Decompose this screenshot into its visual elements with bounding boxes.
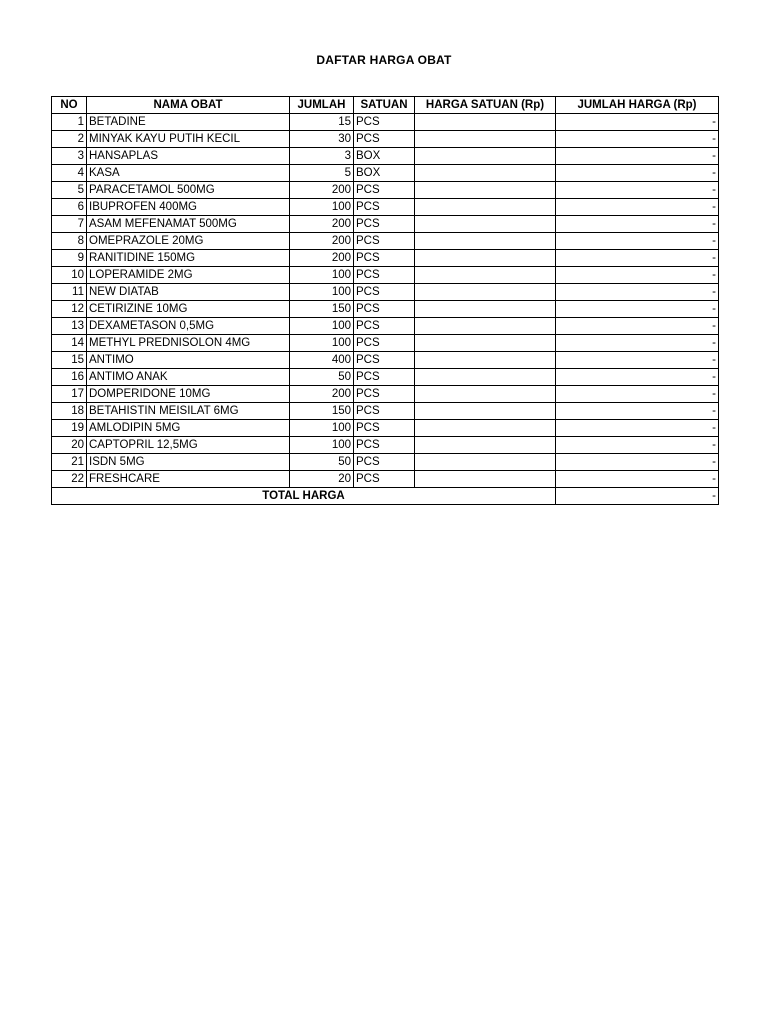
header-total-price: JUMLAH HARGA (Rp) [556, 97, 719, 114]
cell-total-price: - [556, 284, 719, 301]
cell-unit: PCS [354, 454, 415, 471]
cell-no: 17 [52, 386, 87, 403]
cell-no: 20 [52, 437, 87, 454]
cell-unit-price [415, 471, 556, 488]
cell-no: 15 [52, 352, 87, 369]
cell-quantity: 100 [290, 437, 354, 454]
cell-drug-name: DEXAMETASON 0,5MG [87, 318, 290, 335]
cell-quantity: 50 [290, 454, 354, 471]
total-label: TOTAL HARGA [52, 488, 556, 505]
table-row [52, 148, 719, 165]
table-row [52, 216, 719, 233]
cell-total-price: - [556, 182, 719, 199]
table-row [52, 369, 719, 386]
table-row [52, 403, 719, 420]
cell-total-price: - [556, 250, 719, 267]
cell-no: 5 [52, 182, 87, 199]
cell-drug-name: LOPERAMIDE 2MG [87, 267, 290, 284]
cell-quantity: 200 [290, 233, 354, 250]
cell-no: 21 [52, 454, 87, 471]
total-value: - [556, 488, 719, 505]
cell-total-price: - [556, 352, 719, 369]
cell-unit: PCS [354, 437, 415, 454]
cell-total-price: - [556, 165, 719, 182]
table-row [52, 182, 719, 199]
cell-unit: PCS [354, 114, 415, 131]
cell-quantity: 200 [290, 216, 354, 233]
header-unit: SATUAN [354, 97, 415, 114]
cell-unit-price [415, 182, 556, 199]
cell-no: 3 [52, 148, 87, 165]
cell-no: 4 [52, 165, 87, 182]
cell-quantity: 150 [290, 301, 354, 318]
cell-unit: PCS [354, 199, 415, 216]
cell-unit-price [415, 148, 556, 165]
table-row [52, 131, 719, 148]
table-row [52, 352, 719, 369]
cell-total-price: - [556, 267, 719, 284]
cell-quantity: 100 [290, 318, 354, 335]
cell-unit-price [415, 131, 556, 148]
cell-quantity: 100 [290, 420, 354, 437]
cell-unit: PCS [354, 471, 415, 488]
cell-drug-name: METHYL PREDNISOLON 4MG [87, 335, 290, 352]
table-row [52, 471, 719, 488]
cell-total-price: - [556, 301, 719, 318]
price-table [51, 96, 719, 505]
cell-total-price: - [556, 403, 719, 420]
cell-total-price: - [556, 386, 719, 403]
cell-no: 12 [52, 301, 87, 318]
cell-unit-price [415, 250, 556, 267]
cell-unit-price [415, 199, 556, 216]
cell-no: 16 [52, 369, 87, 386]
cell-no: 7 [52, 216, 87, 233]
cell-drug-name: FRESHCARE [87, 471, 290, 488]
cell-drug-name: AMLODIPIN 5MG [87, 420, 290, 437]
cell-quantity: 100 [290, 267, 354, 284]
cell-drug-name: ANTIMO [87, 352, 290, 369]
cell-no: 8 [52, 233, 87, 250]
cell-quantity: 100 [290, 284, 354, 301]
cell-drug-name: RANITIDINE 150MG [87, 250, 290, 267]
cell-unit-price [415, 284, 556, 301]
table-row [52, 386, 719, 403]
cell-total-price: - [556, 335, 719, 352]
cell-unit: PCS [354, 182, 415, 199]
table-row [52, 199, 719, 216]
cell-no: 19 [52, 420, 87, 437]
cell-quantity: 200 [290, 386, 354, 403]
cell-unit: PCS [354, 131, 415, 148]
table-row [52, 267, 719, 284]
cell-unit: PCS [354, 216, 415, 233]
cell-drug-name: DOMPERIDONE 10MG [87, 386, 290, 403]
cell-no: 6 [52, 199, 87, 216]
cell-no: 13 [52, 318, 87, 335]
cell-unit: PCS [354, 267, 415, 284]
cell-unit: PCS [354, 318, 415, 335]
table-row [52, 437, 719, 454]
cell-drug-name: ISDN 5MG [87, 454, 290, 471]
table-row [52, 454, 719, 471]
cell-unit-price [415, 114, 556, 131]
table-row [52, 284, 719, 301]
cell-total-price: - [556, 318, 719, 335]
cell-unit-price [415, 318, 556, 335]
cell-total-price: - [556, 437, 719, 454]
cell-no: 10 [52, 267, 87, 284]
cell-no: 14 [52, 335, 87, 352]
table-row [52, 114, 719, 131]
cell-drug-name: MINYAK KAYU PUTIH KECIL [87, 131, 290, 148]
table-row [52, 301, 719, 318]
cell-quantity: 200 [290, 182, 354, 199]
cell-drug-name: HANSAPLAS [87, 148, 290, 165]
cell-unit-price [415, 216, 556, 233]
cell-unit: PCS [354, 403, 415, 420]
cell-drug-name: OMEPRAZOLE 20MG [87, 233, 290, 250]
header-qty: JUMLAH [290, 97, 354, 114]
cell-drug-name: NEW DIATAB [87, 284, 290, 301]
cell-unit: PCS [354, 284, 415, 301]
cell-total-price: - [556, 216, 719, 233]
cell-unit-price [415, 437, 556, 454]
cell-no: 11 [52, 284, 87, 301]
cell-total-price: - [556, 471, 719, 488]
cell-drug-name: KASA [87, 165, 290, 182]
table-row [52, 318, 719, 335]
cell-drug-name: BETAHISTIN MEISILAT 6MG [87, 403, 290, 420]
table-header-row [52, 97, 719, 114]
total-row [52, 488, 719, 505]
cell-unit: PCS [354, 250, 415, 267]
cell-unit-price [415, 386, 556, 403]
cell-unit: BOX [354, 148, 415, 165]
table-row [52, 420, 719, 437]
cell-unit-price [415, 352, 556, 369]
cell-unit-price [415, 335, 556, 352]
cell-no: 2 [52, 131, 87, 148]
cell-total-price: - [556, 233, 719, 250]
cell-total-price: - [556, 148, 719, 165]
cell-unit-price [415, 267, 556, 284]
cell-quantity: 100 [290, 335, 354, 352]
cell-total-price: - [556, 420, 719, 437]
cell-no: 22 [52, 471, 87, 488]
cell-quantity: 200 [290, 250, 354, 267]
cell-quantity: 20 [290, 471, 354, 488]
table-row [52, 165, 719, 182]
cell-total-price: - [556, 114, 719, 131]
cell-drug-name: PARACETAMOL 500MG [87, 182, 290, 199]
cell-quantity: 5 [290, 165, 354, 182]
table-row [52, 250, 719, 267]
cell-unit: PCS [354, 386, 415, 403]
cell-quantity: 150 [290, 403, 354, 420]
cell-drug-name: ANTIMO ANAK [87, 369, 290, 386]
table-body [52, 114, 719, 488]
cell-unit: BOX [354, 165, 415, 182]
cell-drug-name: CETIRIZINE 10MG [87, 301, 290, 318]
cell-quantity: 400 [290, 352, 354, 369]
header-no: NO [52, 97, 87, 114]
cell-unit: PCS [354, 301, 415, 318]
cell-quantity: 15 [290, 114, 354, 131]
cell-drug-name: BETADINE [87, 114, 290, 131]
cell-total-price: - [556, 199, 719, 216]
header-unit-price: HARGA SATUAN (Rp) [415, 97, 556, 114]
cell-no: 1 [52, 114, 87, 131]
cell-no: 9 [52, 250, 87, 267]
cell-unit-price [415, 454, 556, 471]
cell-total-price: - [556, 131, 719, 148]
document-title: DAFTAR HARGA OBAT [316, 53, 452, 67]
cell-drug-name: IBUPROFEN 400MG [87, 199, 290, 216]
cell-unit: PCS [354, 420, 415, 437]
cell-quantity: 3 [290, 148, 354, 165]
cell-total-price: - [556, 454, 719, 471]
cell-unit-price [415, 165, 556, 182]
cell-unit: PCS [354, 335, 415, 352]
cell-unit-price [415, 420, 556, 437]
header-name: NAMA OBAT [87, 97, 290, 114]
cell-unit: PCS [354, 233, 415, 250]
cell-unit-price [415, 403, 556, 420]
cell-unit-price [415, 369, 556, 386]
cell-unit-price [415, 233, 556, 250]
cell-unit: PCS [354, 352, 415, 369]
cell-quantity: 100 [290, 199, 354, 216]
cell-quantity: 50 [290, 369, 354, 386]
cell-drug-name: ASAM MEFENAMAT 500MG [87, 216, 290, 233]
cell-total-price: - [556, 369, 719, 386]
table-row [52, 335, 719, 352]
cell-quantity: 30 [290, 131, 354, 148]
table-row [52, 233, 719, 250]
cell-unit-price [415, 301, 556, 318]
cell-drug-name: CAPTOPRIL 12,5MG [87, 437, 290, 454]
cell-no: 18 [52, 403, 87, 420]
cell-unit: PCS [354, 369, 415, 386]
